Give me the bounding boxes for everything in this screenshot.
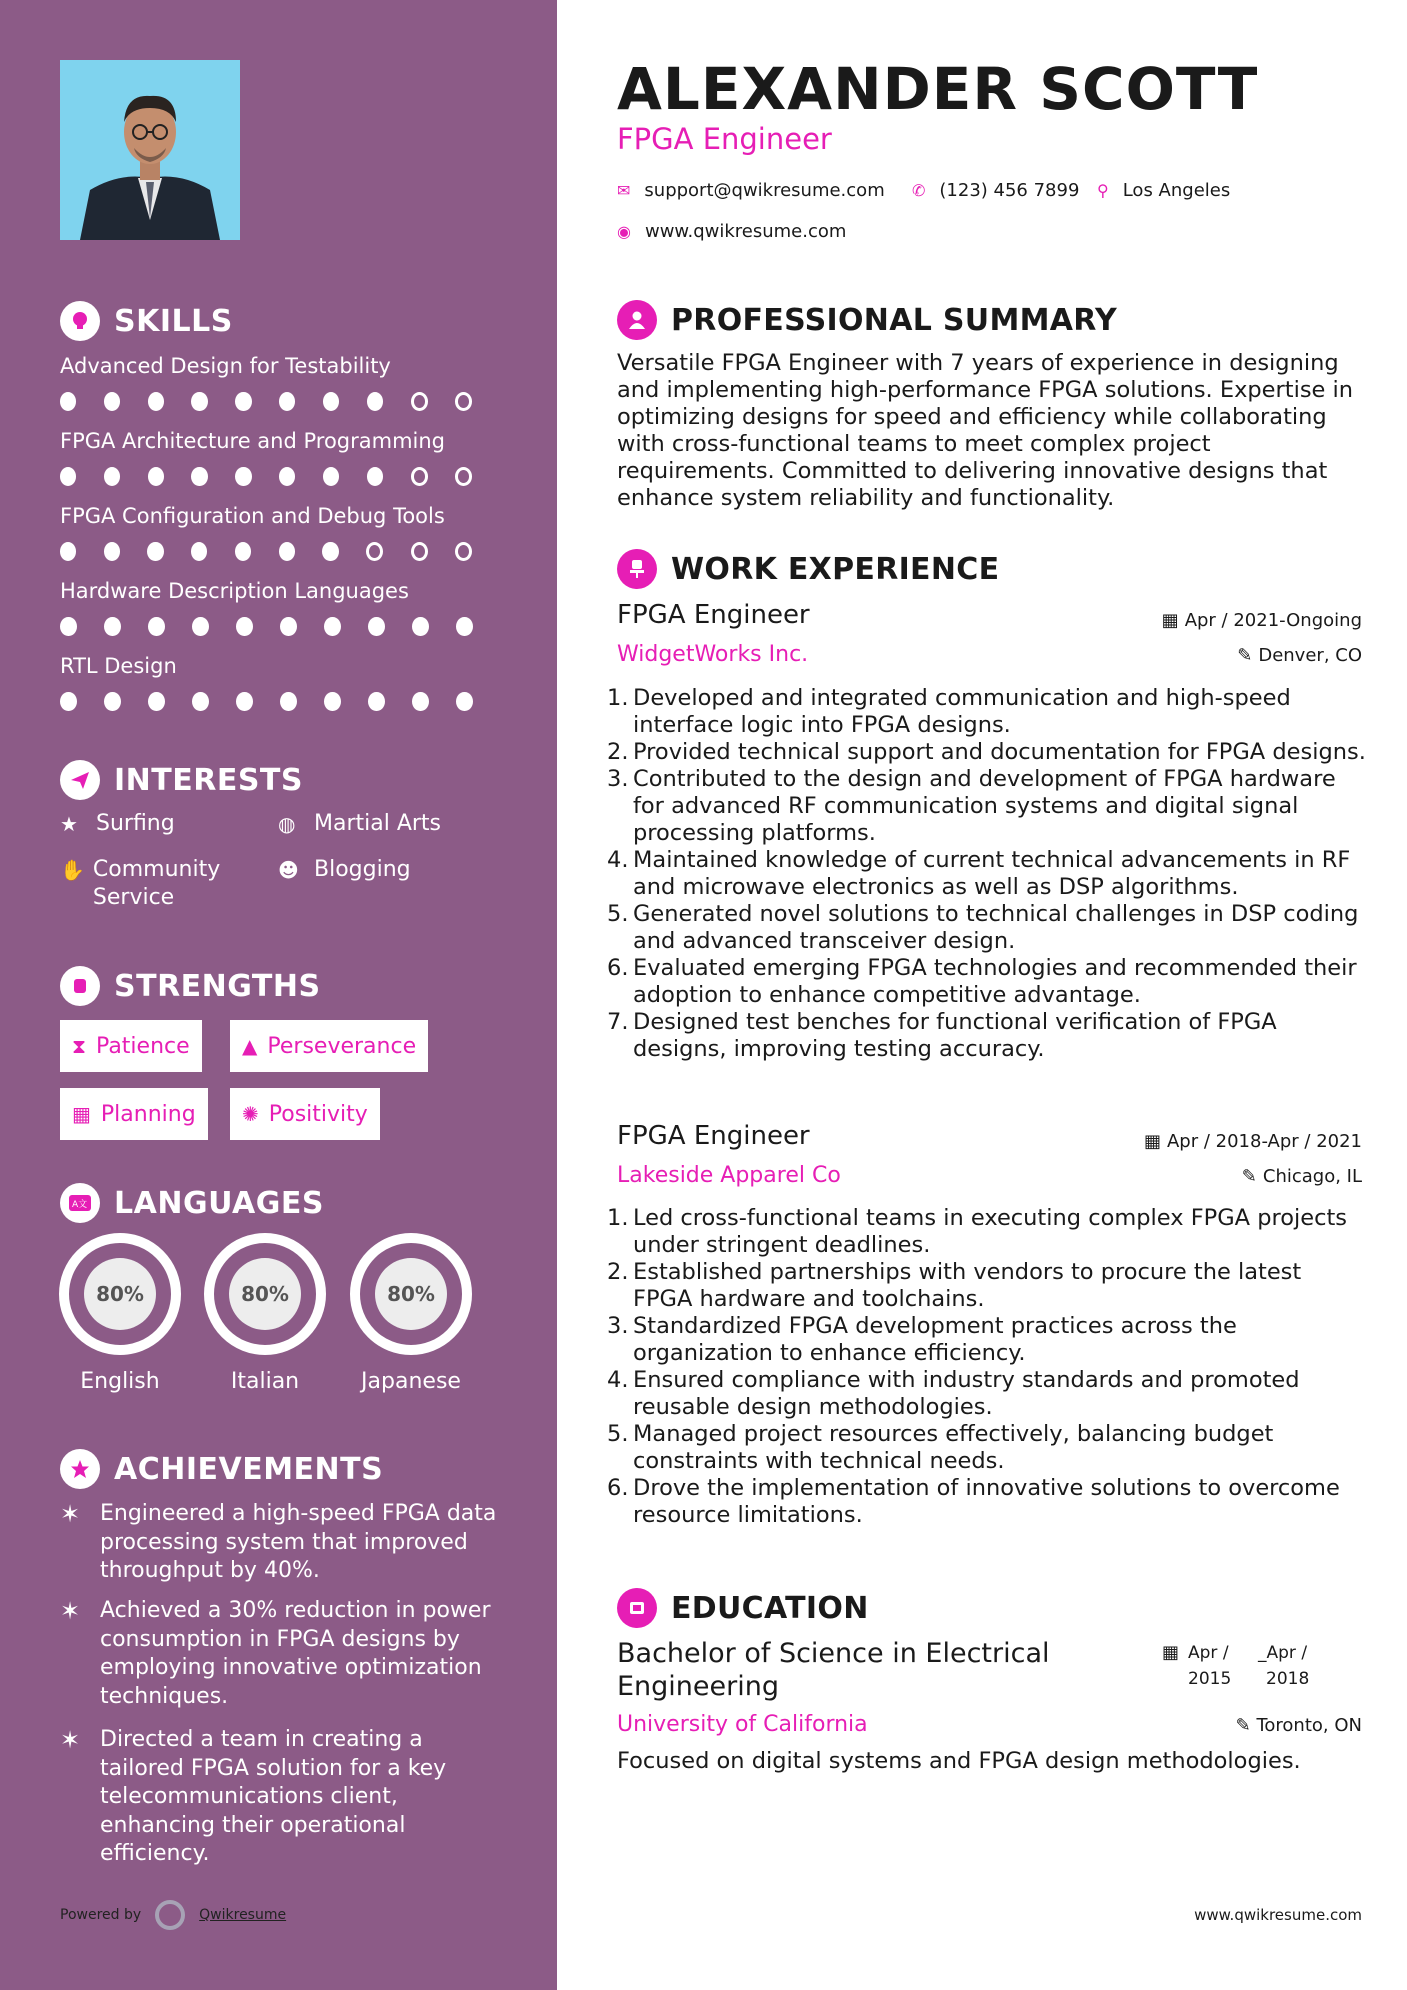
rating-dot: [147, 542, 163, 561]
job-duties: [607, 685, 1367, 1063]
job-title: FPGA Engineer: [617, 1121, 810, 1151]
rating-dot: [279, 467, 295, 486]
rating-dot: [279, 542, 295, 561]
skill-item: [60, 425, 500, 486]
rating-dot: [324, 617, 341, 636]
pin-icon: ✎: [1237, 645, 1253, 666]
lightbulb-icon: [60, 301, 100, 341]
skill-item: [60, 575, 500, 636]
rating-dot: [191, 542, 207, 561]
interest-item: [60, 856, 250, 912]
duty-number: 1.: [607, 1205, 629, 1231]
rating-dot: [456, 617, 473, 636]
rating-dot: [455, 392, 472, 411]
star-badge-icon: [60, 1449, 100, 1489]
edu-end-year: 2018: [1266, 1669, 1310, 1689]
languages-header: [60, 1183, 324, 1223]
skills-header: [60, 301, 233, 341]
achievement-item: [60, 1726, 510, 1869]
achievement-text: Achieved a 30% reduction in power consumption in FPGA designs by employing innovative optimization techniques.: [100, 1598, 491, 1709]
rating-dot: [235, 392, 251, 411]
duty-text: Developed and integrated communication and high-speed interface logic into FPGA designs.: [633, 685, 1291, 738]
edu-location: [1236, 1715, 1362, 1736]
rating-dot: [367, 467, 383, 486]
edu-start-year: 2015: [1188, 1669, 1232, 1689]
duty-number: 3.: [607, 1313, 629, 1339]
website-text: www.qwikresume.com: [644, 221, 847, 242]
calendar-icon: ▦: [72, 1102, 91, 1126]
duty-item: [607, 685, 1367, 739]
contact-website[interactable]: [617, 221, 846, 242]
duty-item: [607, 1475, 1367, 1529]
edu-end: [1258, 1640, 1328, 1692]
globe-icon: ◍: [278, 812, 296, 836]
language-name: Italian: [230, 1369, 300, 1394]
job-dates-text: Apr / 2021-Ongoing: [1184, 610, 1362, 631]
rating-dot: [412, 692, 429, 711]
skills-title: SKILLS: [114, 303, 233, 339]
language-item: [59, 1233, 181, 1394]
duty-text: Evaluated emerging FPGA technologies and recommended their adoption to enhance competitive advantage.: [633, 955, 1357, 1008]
language-ring: [350, 1233, 472, 1355]
rating-dot: [104, 542, 120, 561]
powered-by-label: Powered by: [60, 1907, 142, 1923]
duty-number: 5.: [607, 1421, 629, 1447]
graduation-icon: [617, 1588, 657, 1628]
hourglass-icon: ⧗: [72, 1034, 87, 1058]
rating-dot: [191, 467, 207, 486]
email-text: support@qwikresume.com: [644, 180, 885, 201]
rating-dot: [104, 617, 121, 636]
rating-dot: [280, 617, 297, 636]
interests-header: [60, 760, 303, 800]
language-item: [204, 1233, 326, 1394]
calendar-icon: ▦: [1162, 1642, 1180, 1663]
duty-text: Drove the implementation of innovative solutions to overcome resource limitations.: [633, 1475, 1340, 1528]
duty-item: [607, 766, 1367, 847]
skill-item: [60, 500, 500, 561]
education-header: [617, 1588, 869, 1628]
duty-text: Contributed to the design and development of FPGA hardware for advanced RF communication systems and digital signal processing platforms.: [633, 766, 1336, 846]
achievement-item: [60, 1597, 510, 1711]
pin-icon: ✎: [1241, 1166, 1257, 1187]
duty-text: Managed project resources effectively, balancing budget constraints with technical needs.: [633, 1421, 1274, 1474]
duty-item: [607, 1205, 1367, 1259]
job-location: [1237, 645, 1362, 666]
experience-title: WORK EXPERIENCE: [671, 551, 1000, 587]
duty-text: Standardized FPGA development practices across the organization to enhance efficiency.: [633, 1313, 1237, 1366]
duty-item: [607, 1259, 1367, 1313]
rating-dot: [368, 692, 385, 711]
duty-item: [607, 1421, 1367, 1475]
skill-item: [60, 350, 500, 411]
duty-item: [607, 1367, 1367, 1421]
rating-dot: [192, 692, 209, 711]
achievement-text: Directed a team in creating a tailored FPGA solution for a key telecommunications client, enhancing their operational efficiency.: [100, 1727, 447, 1866]
rating-dot: [60, 692, 77, 711]
duty-number: 4.: [607, 1367, 629, 1393]
achievements-title: ACHIEVEMENTS: [114, 1451, 384, 1487]
rating-dot: [104, 392, 120, 411]
strengths-title: STRENGTHS: [114, 968, 321, 1004]
edu-degree: Bachelor of Science in Electrical Engineering: [617, 1638, 1050, 1702]
strength-badge: [230, 1020, 428, 1072]
duty-number: 2.: [607, 739, 629, 765]
rating-dot: [279, 392, 295, 411]
location-text: Los Angeles: [1122, 180, 1231, 201]
interest-item: [60, 810, 175, 838]
duty-number: 7.: [607, 1009, 629, 1035]
skill-item: [60, 650, 500, 711]
strength-badge: [230, 1088, 380, 1140]
skill-rating: [60, 392, 500, 411]
duty-number: 5.: [607, 901, 629, 927]
duty-number: 2.: [607, 1259, 629, 1285]
duty-item: [607, 955, 1367, 1009]
duty-number: 3.: [607, 766, 629, 792]
sidebar: [0, 0, 557, 1990]
globe-icon: ◉: [617, 222, 631, 241]
phone-icon: ✆: [912, 181, 926, 200]
calendar-icon: ▦: [1161, 610, 1179, 631]
duty-text: Maintained knowledge of current technical advancements in RF and microwave electronics as well as DSP algorithms.: [633, 847, 1351, 900]
strength-label: Planning: [100, 1101, 196, 1127]
profile-photo: [60, 60, 240, 240]
sun-icon: ✺: [242, 1102, 259, 1126]
rating-dot: [235, 542, 251, 561]
road-icon: ▲: [242, 1034, 258, 1058]
language-ring: [204, 1233, 326, 1355]
star-icon: ✶: [60, 1500, 81, 1528]
rating-dot: [411, 542, 428, 561]
skill-rating: [60, 467, 500, 486]
language-item: [350, 1233, 472, 1394]
edu-location-text: Toronto, ON: [1256, 1715, 1362, 1736]
rating-dot: [322, 542, 338, 561]
job-dates: [1144, 1131, 1362, 1152]
powered-by: [60, 1900, 286, 1930]
summary-header: [617, 300, 1117, 340]
duty-text: Generated novel solutions to technical challenges in DSP coding and advanced transceiver design.: [633, 901, 1359, 954]
fist-icon: [60, 966, 100, 1006]
skill-name: FPGA Configuration and Debug Tools: [60, 504, 445, 528]
rating-dot: [148, 692, 165, 711]
rating-dot: [191, 392, 207, 411]
job-location: [1242, 1166, 1362, 1187]
language-percent: 80%: [229, 1258, 301, 1330]
strength-badge: [60, 1088, 208, 1140]
job-title: FPGA Engineer: [617, 600, 810, 630]
strength-label: Positivity: [268, 1101, 368, 1127]
svg-text:A文: A文: [72, 1200, 88, 1210]
duty-number: 6.: [607, 1475, 629, 1501]
achievement-text: Engineered a high-speed FPGA data processing system that improved throughput by 40%.: [100, 1501, 497, 1583]
summary-text: Versatile FPGA Engineer with 7 years of experience in designing and implementing high-performance FPGA solutions. Expertise in optimizing designs for speed and efficiency while collaborating with cross-functional teams to meet complex project requirements. Committed to delivering innovative designs that enhance system reliability and functionality.: [617, 350, 1354, 511]
duty-number: 4.: [607, 847, 629, 873]
pin-icon: ✎: [1235, 1715, 1257, 1736]
rating-dot: [192, 617, 209, 636]
users-icon: ☻: [278, 858, 299, 882]
envelope-icon: ✉: [617, 181, 631, 200]
duty-item: [607, 1009, 1367, 1063]
rating-dot: [455, 467, 472, 486]
chair-icon: [617, 549, 657, 589]
contact-phone[interactable]: [912, 180, 1079, 201]
job-location-text: Denver, CO: [1258, 645, 1362, 666]
contact-location: [1097, 180, 1230, 201]
rating-dot: [236, 617, 253, 636]
language-name: Japanese: [361, 1369, 461, 1394]
duty-item: [607, 901, 1367, 955]
rating-dot: [60, 467, 76, 486]
rating-dot: [235, 467, 251, 486]
rating-dot: [324, 692, 341, 711]
skill-name: Hardware Description Languages: [60, 579, 409, 603]
brand-link[interactable]: Qwikresume: [199, 1907, 287, 1923]
candidate-role: FPGA Engineer: [617, 122, 832, 156]
job-dates: [1162, 610, 1362, 631]
user-icon: [617, 300, 657, 340]
candidate-name: ALEXANDER SCOTT: [617, 55, 1259, 123]
interests-title: INTERESTS: [114, 762, 303, 798]
rating-dot: [236, 692, 253, 711]
duty-text: Designed test benches for functional verification of FPGA designs, improving testing accuracy.: [633, 1009, 1277, 1062]
duty-number: 1.: [607, 685, 629, 711]
rating-dot: [411, 392, 428, 411]
job-location-text: Chicago, IL: [1262, 1166, 1362, 1187]
skill-name: RTL Design: [60, 654, 177, 678]
map-pin-icon: ⚲: [1097, 181, 1109, 200]
strength-label: Perseverance: [267, 1033, 417, 1059]
duty-item: [607, 1313, 1367, 1367]
calendar-icon: ▦: [1143, 1131, 1161, 1152]
company-name: WidgetWorks Inc.: [617, 642, 809, 667]
main-content: [557, 0, 1407, 1990]
strength-badge: [60, 1020, 202, 1072]
star-icon: ★: [60, 812, 78, 836]
education-title: EDUCATION: [671, 1590, 869, 1626]
summary-title: PROFESSIONAL SUMMARY: [671, 302, 1118, 338]
star-icon: ✶: [60, 1597, 81, 1625]
interest-label: Blogging: [314, 857, 411, 882]
duty-text: Ensured compliance with industry standards and promoted reusable design methodologies.: [633, 1367, 1300, 1420]
rating-dot: [148, 392, 164, 411]
rating-dot: [148, 467, 164, 486]
duty-number: 6.: [607, 955, 629, 981]
edu-start: [1188, 1640, 1258, 1692]
language-percent: 80%: [375, 1258, 447, 1330]
rating-dot: [323, 467, 339, 486]
edu-start-month: Apr /: [1188, 1643, 1229, 1663]
company-name: Lakeside Apparel Co: [617, 1163, 841, 1188]
rating-dot: [148, 617, 165, 636]
edu-school: University of California: [617, 1712, 868, 1737]
skill-rating: [60, 692, 500, 711]
edu-dates: [1162, 1640, 1328, 1692]
language-ring: [59, 1233, 181, 1355]
rating-dot: [104, 467, 120, 486]
phone-text: (123) 456 7899: [939, 180, 1080, 201]
edu-description: Focused on digital systems and FPGA design methodologies.: [617, 1748, 1301, 1774]
strengths-header: [60, 966, 321, 1006]
skill-rating: [60, 542, 500, 561]
skill-rating: [60, 617, 500, 636]
languages-title: LANGUAGES: [114, 1185, 324, 1221]
language-name: English: [80, 1369, 160, 1394]
rating-dot: [60, 542, 76, 561]
translate-icon: [60, 1183, 100, 1223]
job-duties: [607, 1205, 1367, 1529]
paper-plane-icon: [60, 760, 100, 800]
duty-text: Led cross-functional teams in executing complex FPGA projects under stringent deadlines.: [633, 1205, 1348, 1258]
contact-email[interactable]: [617, 180, 885, 201]
strength-label: Patience: [96, 1033, 190, 1059]
rating-dot: [455, 542, 472, 561]
duty-item: [607, 847, 1367, 901]
skill-name: Advanced Design for Testability: [60, 354, 391, 378]
footer-site[interactable]: www.qwikresume.com: [1194, 1906, 1362, 1924]
language-percent: 80%: [84, 1258, 156, 1330]
edu-end-month: _Apr /: [1258, 1643, 1308, 1663]
experience-header: [617, 549, 999, 589]
skill-name: FPGA Architecture and Programming: [60, 429, 446, 453]
rating-dot: [411, 467, 428, 486]
rating-dot: [412, 617, 429, 636]
duty-text: Established partnerships with vendors to procure the latest FPGA hardware and toolchains.: [633, 1259, 1302, 1312]
duty-item: [607, 739, 1367, 766]
interest-item: [278, 856, 411, 884]
job-dates-text: Apr / 2018-Apr / 2021: [1166, 1131, 1362, 1152]
star-icon: ✶: [60, 1726, 81, 1754]
interest-label: Community Service: [92, 857, 221, 910]
rating-dot: [104, 692, 121, 711]
duty-text: Provided technical support and documentation for FPGA designs.: [633, 739, 1366, 765]
achievements-header: [60, 1449, 383, 1489]
achievement-item: [60, 1500, 510, 1586]
rating-dot: [60, 392, 76, 411]
rating-dot: [323, 392, 339, 411]
rating-dot: [456, 692, 473, 711]
interest-label: Martial Arts: [314, 811, 442, 836]
hand-icon: ✋: [60, 858, 85, 882]
rating-dot: [366, 542, 383, 561]
rating-dot: [367, 392, 383, 411]
interest-label: Surfing: [96, 811, 175, 836]
rating-dot: [280, 692, 297, 711]
interest-item: [278, 810, 441, 838]
rating-dot: [368, 617, 385, 636]
qwikresume-logo-icon: [155, 1900, 185, 1930]
rating-dot: [60, 617, 77, 636]
